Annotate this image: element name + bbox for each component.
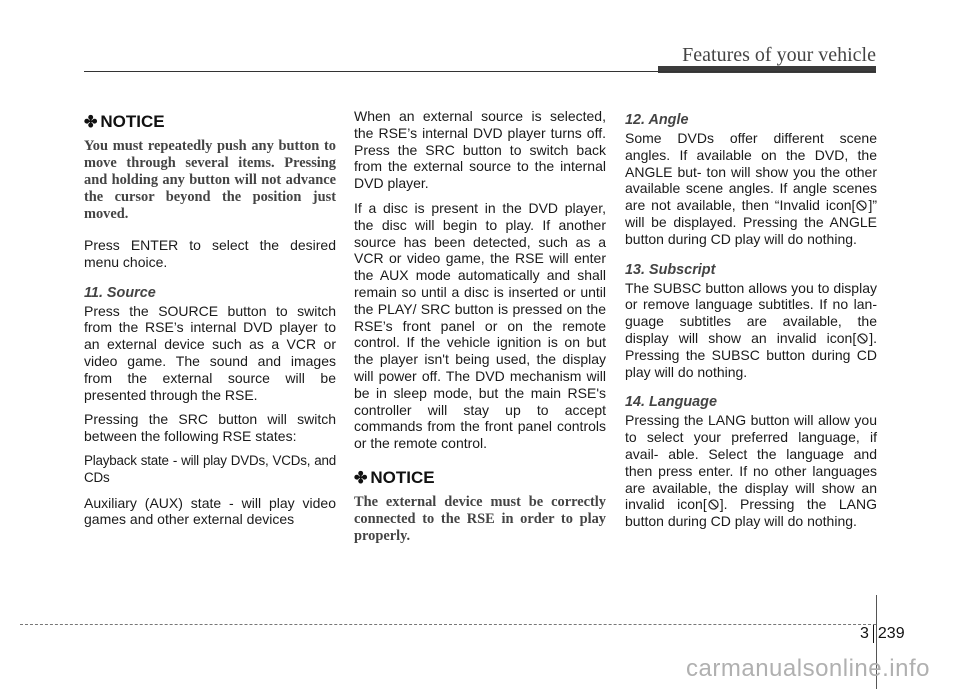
heading-angle: 12. Angle [625, 112, 689, 128]
heading-source: 11. Source [84, 284, 156, 301]
heading-subscript: 13. Subscript [625, 261, 716, 278]
subscript-text-2: ]. Pressing the SUBSC button during CD play will do nothing. [625, 329, 877, 380]
notice-title: NOTICE [100, 112, 165, 131]
invalid-icon [708, 499, 719, 510]
watermark: carmanualsonline.info [686, 655, 930, 682]
heading-language: 14. Language [625, 394, 717, 411]
paragraph-language [625, 412, 877, 530]
page-number [860, 625, 905, 643]
column-left [84, 108, 336, 536]
header-rule [84, 71, 876, 72]
footer-rule [20, 624, 876, 625]
paragraph-disc: If a disc is present in the DVD player, the disc will begin to play. If another source has been detected, such as a VCR or video game, the RSE will enter the AUX mode automatically and shall remain so until a disc is inserted or until the PLAY/ SRC button is pressed on the RSE’s front panel or on the remote control. If the vehicle ignition is on but the player isn't being used, the display will power off. The DVD mechanism will be in sleep mode, but the main RSE's controller will stay up to accept commands from the front panel controls or the remote control. [354, 199, 606, 452]
invalid-icon [857, 333, 868, 344]
notice-body: The external device must be correctly connected to the RSE in order to play properly. [354, 493, 606, 544]
subscript-text-1: The SUBSC button allows you to display or remove language subtitles. If no lan- guage subtitles are available, the display will show an invalid icon[ [625, 279, 877, 346]
paragraph-source: Press the SOURCE button to switch from the RSE’s internal DVD player to an external device such as a VCR or video game. The sound and images from the external source will be presented through the RSE. [84, 302, 336, 403]
paragraph-external: When an external source is selected, the RSE’s internal DVD player turns off. Press the SRC button to switch back from the external source to the internal DVD player. [354, 108, 606, 192]
paragraph-enter: Press ENTER to select the desired menu choice. [84, 237, 336, 270]
paragraph-subscript [625, 280, 877, 381]
notice-body: You must repeatedly push any button to move through several items. Pressing and holding any button will not advance the cursor beyond the position just moved. [84, 138, 336, 222]
chapter-number: 3 [860, 625, 874, 643]
page-number-value: 239 [877, 625, 905, 642]
notice-heading [354, 468, 606, 488]
column-middle [354, 108, 606, 559]
notice-cross-icon: ✤ [84, 114, 98, 131]
column-right [625, 108, 877, 538]
notice-title: NOTICE [370, 467, 435, 487]
paragraph-playback: Playback state - will play DVDs, VCDs, and CDs [84, 452, 336, 485]
paragraph-aux: Auxiliary (AUX) state - will play video games and other external devices [84, 494, 336, 528]
paragraph-angle [625, 130, 877, 248]
invalid-icon [856, 200, 867, 211]
paragraph-src: Pressing the SRC button will switch between the following RSE states: [84, 411, 336, 445]
notice-heading [84, 112, 336, 132]
language-text-1: Pressing the LANG button will allow you to select your preferred language, if avail- able. Select the language and then press enter. If no other languages are available, the display will show an invalid icon[ [625, 412, 877, 513]
angle-text-2: ]” will be displayed. Pressing the ANGLE button during CD play will do nothing. [625, 197, 877, 247]
notice-cross-icon: ✤ [354, 469, 368, 487]
header-title: Features of your vehicle [682, 44, 876, 66]
angle-text-1: Some DVDs offer different scene angles. If available on the DVD, the ANGLE but- ton will show you the other available scene angles. If angle scenes are not available, then “Invalid icon[ [625, 130, 877, 214]
language-text-2: ]. Pressing the LANG button during CD play will do nothing. [625, 496, 877, 530]
